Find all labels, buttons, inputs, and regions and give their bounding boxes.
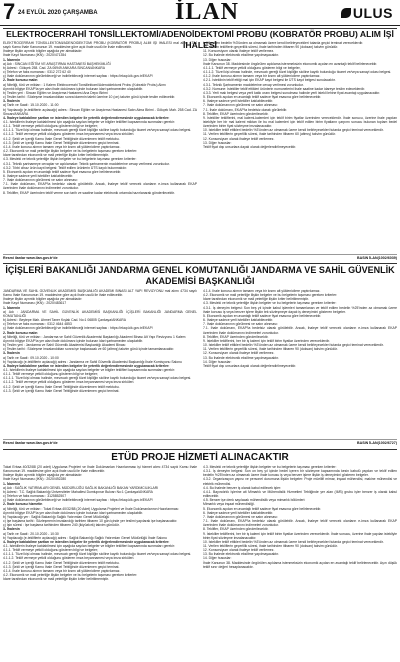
section-title: İLAN xyxy=(175,0,240,25)
notice-paragraph: 8. Teklifler, EKAP üzerinden gönderilecektir. xyxy=(203,111,269,116)
notice-paragraph: a) Niteliği, türü ve miktarı : 1 Kalem Elektrocerrahi Tonsillektomi/Adenoidektomi Probu (Kobratör Probu) Alımı xyxy=(3,82,166,87)
notice-paragraph: b) Yapılacağı (e-tekliflerin açılacağı) adres : Sağlık Bakanlığı Sağlık Yatırımları Genel Müdürlüğü İhale Salonu xyxy=(3,535,167,540)
notice-paragraph: 1- İdarenin xyxy=(3,305,21,310)
notice-paragraph: 4.1.1.1. Teklif vermeye yetkili olduğunu gösteren bilgi ve belgeler, xyxy=(203,65,301,70)
notice-paragraph: Mimarlık veya inşaat mühendisliği. xyxy=(203,502,255,507)
notice-paragraph: 4.1.1.2. Teklif vermeye yetkili olduğunu gösteren imza beyannamesi veya imza sirküleri. xyxy=(3,556,135,561)
notice-paragraph: teklif edilen bedelin %3'ünden az olmamak üzere kendi belirleyecekleri tutarda geçici teminat vereceklerdir. xyxy=(203,41,364,45)
left-column xyxy=(3,41,197,253)
notice-paragraph: ç) İhale dokümanının görülebileceği ve indirilebileceği internet sayfası : https://ekap.kik.gov.tr/EKAP/ xyxy=(3,326,153,331)
notice-paragraph: Tokat Erbaa 40/32/88 (20 adet) Uygulama Projeleri ve İhale Dokümanları Hazırlanması işi hizmet alımı 4734 sayılı Kamu İhale Kanununun 19. maddesine göre açık ihale usulü ile ihale edilecektir. xyxy=(3,465,197,474)
notice-paragraph: 4.2. Ekonomik ve mali yeterliğe ilişkin belgeler ve bu belgelerin taşıması gereken kriterler: xyxy=(3,573,138,578)
footer-website: Resmi ilanlar www.ilan.gov.tr'de xyxy=(3,441,58,445)
notice-paragraph: b) Teslim yeri : Jandarma ve Sahil Güvenlik Akademisi Başkanlığı Akademi Binası xyxy=(3,343,126,348)
notice-paragraph: 5. Ekonomik açıdan en avantajlı teklif sadece fiyat esasına göre belirlenecektir. xyxy=(203,313,322,318)
notice-paragraph: 1- İdarenin xyxy=(3,481,21,486)
notice-paragraph: 12. Konsorsiyum olarak ihaleye teklif verilemez. xyxy=(203,548,275,553)
notice-paragraph: c) Telefon ve faks numarası : 3125852507 xyxy=(3,494,67,499)
notice-paragraph: 4.4.1. Bayındırlık İşlerine ait Mimarlık ve Mühendislik Hizmetleri Tebliğinde yer alan (III/B) grubu işler benzer iş olarak kabul edilecektir. xyxy=(203,489,397,499)
notice-paragraph: Teklif fiyat dışı unsurlara dayalı olarak değerlendirilmeyecektir. xyxy=(203,144,297,149)
masthead xyxy=(0,0,400,26)
notice-paragraph: 4.1.1. Teklif vermeye yetkili olduğunu gösteren bilgi ve belgeler; xyxy=(3,372,98,377)
notice-paragraph: 4.1.3. Şekli ve içeriği Kamu İhale Genel Tebliğinde düzenlenen geçici teminat. xyxy=(3,388,120,393)
notice-body xyxy=(3,465,397,659)
notice-paragraph: 4.3.2. Tıbbi cihaz ürün kayıt belgesi: Teklif edilen ürünlerin ÜTS kaydı bulunmalıdır. xyxy=(3,165,128,170)
notice-footer xyxy=(3,254,397,261)
notice-paragraph: b) Adresi : Beytepe Mah. Ahmet Taner Kışlalı Cad. No:1 06805 Çankaya/ANKARA xyxy=(3,318,127,323)
notice-paragraph: 8. Teklifler, EKAP üzerinden gönderilecektir. xyxy=(203,334,269,339)
notice-paragraph: 7.1. İhale dokümanı, EKAP'ta bedelsiz olarak görülebilir. Ancak, ihaleye teklif verecek olanların e-imza kullanarak EKAP üzerinden ihale dokümanını indirmeleri zorunludur. xyxy=(203,326,397,335)
notice-paragraph: 11. Konsorsiyum olarak ihaleye teklif verilemez. xyxy=(203,49,275,54)
notice-paragraph: 6. İhaleye sadece yerli istekliler katılabilecektir. xyxy=(203,318,274,323)
notice-paragraph: 3- İhalenin xyxy=(3,99,20,104)
notice-paragraph: a) Niteliği, türü ve miktarı : Jandarma ve Sahil Güvenlik Akademisi Başkanlığı Akademi Binası Alt Yapı Revizyonu 1 Kalem xyxy=(3,334,186,339)
notice-body xyxy=(3,41,397,253)
left-column xyxy=(3,289,197,438)
notice-paragraph: İhale Kayıt Numarası (İKN) : 2020/483617 xyxy=(3,301,67,306)
notice-paragraph: 4.3.1. İş deneyim belgesi: Son on beş yıl içinde bedel içeren bir sözleşme kapsamında kesin kabulü yapılan ve teklif edilen bedelin %25'inden az olmamak üzere ihale konusu iş veya benzer işlere ilişkin iş deneyimini gösteren belgeler. xyxy=(203,469,397,478)
notice-paragraph: c) Telefon ve faks numarası : 0312 4644 4853 xyxy=(3,322,72,327)
notice-paragraph: 4.1.4. İhale konusu alımın tamamı veya bir kısmı alt yüklenicilere yaptırılamaz. xyxy=(3,144,121,149)
notice-etud-proje xyxy=(3,449,397,661)
notice-paragraph: 4.1.1. Teklif vermeye yetkili olduğunu gösteren bilgi ve belgeler; xyxy=(3,548,98,553)
notice-title: ETÜD PROJE HİZMETİ ALINACAKTIR xyxy=(111,452,289,463)
notice-paragraph: 4.1. İsteklilerin ihaleye katılabilmesi için aşağıda sayılan belgeler ve bilgiler teklifleri kapsamında sunmaları gerekir: xyxy=(3,543,175,548)
notice-paragraph: 6. İhaleye sadece yerli istekliler katılabilecektir. xyxy=(203,99,274,104)
notice-paragraph: 4.1.1.1. Tüzel kişi olması halinde, mevzuatı gereği tüzel kişiliğin siciline kayıtlı bulunduğu ticaret ve/veya sanayi odası belgesi. xyxy=(3,552,192,557)
notice-paragraph: 4.1.1.1. Tüzel kişi olması halinde, mevzuatı gereği tüzel kişiliğin siciline kayıtlı bulunduğu ticaret ve/veya sanayi odası belgesi. xyxy=(3,376,192,381)
notice-paragraph: 10. Verilen tekliflerin geçerlilik süresi, ihale tarihinden itibaren 90 (doksan) takvim günüdür. xyxy=(203,45,339,50)
notice-paragraph: 11. Verilen tekliflerin geçerlilik süresi, ihale tarihinden itibaren 90 (doksan) takvim günüdür. xyxy=(203,543,338,548)
notice-paragraph: 4.1. İsteklilerin ihaleye katılabilmesi için aşağıda sayılan belgeler ve bilgiler teklifleri kapsamında sunmaları gerekir: xyxy=(3,119,175,124)
page-number: 7 xyxy=(3,0,16,24)
notice-paragraph: 10. İstekliler teklif ettikleri bedelin %3'ünden az olmamak üzere kendi belirleyecekleri tutarda geçici teminat vereceklerdir. xyxy=(203,539,384,544)
notice-paragraph: 10. İstekliler teklif ettikleri bedelin %3'ünden az olmamak üzere kendi belirleyecekleri tutarda geçici teminat vereceklerdir. xyxy=(203,128,384,133)
notice-elektrocerrahi xyxy=(3,28,397,261)
notice-paragraph: 2- İhale konusu malın xyxy=(3,78,38,83)
notice-paragraph: a) Tarih ve Saati : 20.10.2020 - 10:30 xyxy=(3,531,59,536)
notice-paragraph: c) Telefon ve faks numarası : 0312 272 62 40 xyxy=(3,70,71,75)
notice-paragraph: 4.1. İsteklilerin ihaleye katılabilmesi için aşağıda sayılan belgeler ve bilgiler teklifleri kapsamında sunmaları gerekir: xyxy=(3,367,175,372)
newspaper-logo xyxy=(338,3,396,22)
notice-paragraph: Ayrıntılı bilgiye EKAP'ta yer alan ihale dokümanı içinde bulunan idari şartnameden ulaşılabilir. xyxy=(3,338,144,343)
notice-paragraph: 4- İhaleye katılabilme şartları ve istenilen belgeler ile yeterlik değerlendirmesinde uygulanacak kriterler: xyxy=(3,363,170,368)
notice-paragraph: a) Adı : SİNCAN EĞİTİM VE ARAŞTIRMA HASTANESİ BAŞHEKİMLİĞİ xyxy=(3,61,111,66)
notice-paragraph: 4.2.1. İsteklinin teklif ettiği mal için EKAP kayıt belgesi ile ÜTS kayıt belgesi sunulacaktır. xyxy=(203,78,336,83)
notice-paragraph: 4.1.3. Şekli ve içeriği Kamu İhale Genel Tebliğinde düzenlenen geçici teminat. xyxy=(3,564,120,569)
notice-paragraph: 8. Teklifler, EKAP üzerinden gönderilecektir. xyxy=(203,527,269,532)
notice-paragraph: b) Yapılacağı yer : Sağlık Bakanlığı Sağlık Yatırımları Genel Müdürlüğü xyxy=(3,514,110,519)
notice-paragraph: 4.3. Mesleki ve teknik yeterliğe ilişkin belgeler ve bu belgelerin taşıması gereken kriterler: xyxy=(203,465,337,469)
notice-paragraph: Teklif fiyat dışı unsurlara dayalı olarak değerlendirilmeyecektir. xyxy=(203,363,297,368)
notice-paragraph: 4.3.2. Organizasyon yapısı ve personel durumuna ilişkin belgeler: Proje müellifi mimar, inşaat mühendisi, makine mühendisi ve elektrik mühendisi. xyxy=(203,477,397,486)
notice-paragraph: 4.1.4. İhale konusu alımın tamamı veya bir kısmı alt yüklenicilere yaptırılamaz. xyxy=(203,289,321,293)
notice-paragraph: 4.1.3. Şekli ve içeriği Kamu İhale Genel Tebliğinde düzenlenen geçici teminat. xyxy=(3,140,120,145)
notice-jandarma xyxy=(3,263,397,447)
notice-paragraph: 4- İhaleye katılabilme şartları ve istenilen belgeler ile yeterlik değerlendirmesinde uygulanacak kriterler: xyxy=(3,115,170,120)
notice-paragraph: 4.1.1. Teklif vermeye yetkili olduğunu gösteren bilgi ve belgeler; xyxy=(3,124,98,129)
notice-paragraph: 7. İhale dokümanının görülmesi ve satın alınması: xyxy=(203,514,278,519)
notice-paragraph: İhaleye ilişkin ayrıntılı bilgiler aşağıda yer almaktadır: xyxy=(3,49,83,54)
notice-paragraph: 11. Verilen tekliflerin geçerlilik süresi, ihale tarihinden itibaren 90 (doksan) takvim günüdür. xyxy=(203,347,338,352)
logo-text: ULUS xyxy=(352,4,393,21)
notice-paragraph: c) Teslim tarihi : Sözleşme imzalandıktan sonra idarenin talebi üzerine 10 (on) takvim günü içinde teslim edilecektir. xyxy=(3,95,176,100)
notice-paragraph: 3- İhalenin xyxy=(3,527,20,532)
notice-paragraph: 5. Ekonomik açıdan en avantajlı teklif sadece fiyat esasına göre belirlenecektir. xyxy=(3,169,122,174)
notice-paragraph: 4.3.2. Numune: İstekliler teklif ettikleri ürünlerin numunelerini ihale saatine kadar idareye teslim edeceklerdir. xyxy=(203,86,366,91)
notice-paragraph: 4.5. Benzer işe denk sayılacak mühendislik veya mimarlık bölümleri: xyxy=(203,498,306,503)
notice-paragraph: a) Adı : JANDARMA VE SAHİL GÜVENLİK AKADEMİSİ BAŞKANLIĞI İÇİŞLERİ BAKANLIĞI JANDARMA GENEL KOMUTANLIĞI xyxy=(3,309,197,318)
notice-paragraph: c) Teslim tarihi : Sözleşme imzalandıktan sonra işe başlanacak ve 60 (altmış) takvim günü içinde tamamlanacaktır. xyxy=(3,347,175,352)
notice-paragraph: İdare tarafından ekonomik ve mali yeterliğe ilişkin kriter belirtilmemiştir. xyxy=(203,297,309,302)
notice-paragraph: 12. Konsorsiyum olarak ihaleye teklif verilemez. xyxy=(203,136,275,141)
notice-paragraph: ç) İşin süresi : İşe başlama tarihinden itibaren 240 (ikiyüzkırk) takvim günüdür. xyxy=(3,523,120,528)
notice-paragraph: 10. İstekliler teklif ettikleri bedelin %3'ünden az olmamak üzere kendi belirleyecekleri tutarda geçici teminat vereceklerdir. xyxy=(203,343,384,348)
notice-paragraph: a) Tarih ve Saati : 15.10.2020 - 11:00 xyxy=(3,103,59,108)
notice-paragraph: 2- İhale konusu malın xyxy=(3,330,38,335)
notice-paragraph: 7.1. İhale dokümanı, EKAP'ta bedelsiz olarak görülebilir. xyxy=(203,107,288,112)
notice-paragraph: 4.1.1.1. Tüzel kişi olması halinde, mevzuatı gereği tüzel kişiliğin siciline kayıtlı bulunduğu ticaret ve/veya sanayi odası belgesi. xyxy=(3,128,192,133)
notice-paragraph: 13. Diğer hususlar: xyxy=(203,140,232,145)
notice-paragraph: a) Niteliği, türü ve miktarı : Tokat Erbaa 40/32/88 (20 Adet) Uygulama Projeleri ve İhale Dokümanlarının Hazırlanması xyxy=(3,506,179,511)
right-column xyxy=(203,465,397,659)
footer-website: Resmi ilanlar www.ilan.gov.tr'de xyxy=(3,256,58,260)
notice-paragraph: 4.1.2. Şekli ve içeriği Kamu İhale Genel Tebliğinde düzenlenen teklif mektubu. xyxy=(3,560,120,565)
footer-ad-code: BASIN İLAN(1002/6727) xyxy=(357,441,397,445)
notice-paragraph: 2- İhale konusu hizmetin xyxy=(3,502,43,507)
notice-paragraph: İdare tarafından ekonomik ve mali yeterliğe ilişkin kriter belirtilmemiştir. xyxy=(3,577,109,582)
notice-paragraph: 11. Verilen tekliflerin geçerlilik süresi, ihale tarihinden itibaren 60 (altmış) takvim günüdür. xyxy=(203,132,336,137)
notice-paragraph: 4.3.1. Teknik şartnameye cevaplar ve açıklamalar: Teknik şartnamenin maddelerine cevap verilmesi zorunludur. xyxy=(3,161,170,166)
notice-paragraph: 13. Bu ihalede elektronik eksiltme yapılmayacaktır. xyxy=(203,355,279,360)
notice-paragraph: a) Adı : SAĞLIK YATIRIMLARI GENEL MÜDÜRLÜĞÜ SAĞLIK BAKANLIĞI BAKAN YARDIMCILIKLARI xyxy=(3,485,159,490)
notice-paragraph: 1- İdarenin xyxy=(3,57,21,62)
right-column xyxy=(203,289,397,438)
notice-paragraph: b) Adresi : T.C. Sağlık Bakanlığı Üniversiteler Mahallesi Dumlupınar Bulvarı No:1 Çankaya/ANKARA xyxy=(3,489,153,494)
notice-paragraph: 13. Diğer hususlar: xyxy=(203,57,232,62)
notice-paragraph: 14. Diğer hususlar: xyxy=(203,359,232,364)
notice-paragraph: 7. İhale dokümanının görülmesi ve satın alınması: xyxy=(3,178,78,183)
notice-paragraph: 5. Ekonomik açıdan en avantajlı teklif sadece fiyat esasına göre belirlenecektir. xyxy=(203,506,322,511)
notice-paragraph: İhale Kanunun 38. Maddesinde öngörülen açıklama istenmeksizin ekonomik açıdan en avantajlı teklif belirlenecektir. xyxy=(203,61,378,66)
notice-paragraph: İhale Kanunun 38. Maddesinde öngörülen açıklama istenmeksizin ekonomik açıdan en avantajlı teklif belirlenecektir. Aşırı düşük teklif sınır değeri hesaplanacaktır. xyxy=(203,560,397,569)
notice-paragraph: 4.3. Mesleki ve teknik yeterliğe ilişkin belgeler ve bu belgelerin taşıması gereken kriterler: xyxy=(3,157,137,162)
notice-paragraph: b) Adresi : Gökçek 258. Cad. ZA 06949 ANKARA SİNCAN/ANKARA xyxy=(3,65,105,70)
right-column xyxy=(203,41,397,253)
footer-ad-code: BASIN İLAN(1002/6039) xyxy=(357,256,397,260)
notice-paragraph: 4- İhaleye katılabilme şartları ve istenilen belgeler ile yeterlik değerlendirmesinde uygulanacak kriterler: xyxy=(3,539,170,544)
notice-paragraph: 4.2. Ekonomik ve mali yeterliğe ilişkin belgeler ve bu belgelerin taşıması gereken kriterler: xyxy=(3,149,138,154)
notice-paragraph: 4.1.2. İhale konusu alımın tamamı veya bir kısmı alt yüklenicilere yaptırılamaz. xyxy=(203,74,321,79)
notice-paragraph: 7. İhale dokümanının görülmesi ve satın alınması: xyxy=(203,103,278,108)
notice-paragraph: 4.1.2. Şekli ve içeriği Kamu İhale Genel Tebliğinde düzenlenen teklif mektubu. xyxy=(3,384,120,389)
notice-paragraph: İdare tarafından ekonomik ve mali yeterliğe ilişkin kriter belirtilmemiştir. xyxy=(3,153,109,158)
notice-paragraph: 13. Bu ihalede elektronik eksiltme yapılmayacaktır. xyxy=(203,552,279,557)
notice-paragraph: 14. Diğer hususlar: xyxy=(203,556,232,561)
notice-paragraph: b) Yapılacağı (e-tekliflerin açılacağı) adres : Jandarma ve Sahil Güvenlik Akademisi Başkanlığı İhale Komisyonu Salonu xyxy=(3,359,182,364)
notice-paragraph: 4.1.1.2. Teklif vermeye yetkili olduğunu gösteren imza beyannamesi veya imza sirküleri. xyxy=(3,132,135,137)
notice-paragraph: 12. Bu ihalede elektronik eksiltme yapılmayacaktır. xyxy=(203,53,279,58)
notice-paragraph: 3- İhalenin xyxy=(3,351,20,356)
notice-paragraph: 9. İstekliler tekliflerini, her bir iş kalemi için teklif birim fiyatlar üzerinden vereceklerdir. İhale sonucu, üzerine ihale yapılan istekliyle birim fiyat sözleşme imzalanacaktır. xyxy=(203,531,397,540)
notice-paragraph: İhaleye ilişkin ayrıntılı bilgiler aşağıda yer almaktadır: xyxy=(3,297,83,302)
left-column xyxy=(3,465,197,659)
ulus-logo-icon xyxy=(341,8,351,18)
notice-paragraph: 4.3. Mesleki ve teknik yeterliğe ilişkin belgeler ve bu belgelerin taşıması gereken kriterler: xyxy=(203,301,337,306)
notice-footer xyxy=(3,439,397,446)
notice-paragraph: b) Teslim yeri : Sincan Eğitim ve Araştırma Hastanesi Ana Depo Birimi xyxy=(3,90,108,95)
notice-paragraph: a) Tarih ve Saati : 09.10.2020 - 10:00 xyxy=(3,355,59,360)
notice-paragraph: 6. İhaleye sadece yerli istekliler katılabilecektir. xyxy=(203,510,274,515)
notice-title: İÇİŞLERİ BAKANLIĞI JANDARMA GENEL KOMUTANLIĞI JANDARMA VE SAHİL GÜVENLİK AKADEMİSİ BAŞKANLIĞI xyxy=(5,265,395,286)
notice-paragraph: 4.1.4. İhale konusu alımın tamamı veya bir kısmı alt yüklenicilere yaptırılamaz. xyxy=(3,568,121,573)
notice-paragraph: 6. İhaleye sadece yerli istekliler katılabilecektir. xyxy=(3,174,74,178)
notice-paragraph: 4.3.3. Yerli malı belgesi veya yerli katkı oranı belgesi sunulması halinde yerli istekli lehine fiyat avantajı uygulanacaktır. xyxy=(203,90,381,95)
notice-paragraph: İhaleye ilişkin ayrıntılı bilgiler aşağıda yer almaktadır: xyxy=(3,473,83,478)
notice-paragraph: 9. İstekliler tekliflerini, her bir iş kalemi için teklif birim fiyatlar üzerinden vereceklerdir. xyxy=(203,338,331,343)
notice-paragraph: ELEKTROCERRAHİ TONSİLLEKTOMİ/ADENOİDEKTOMİ PROBU (KOBRATÖR PROBU) ALIM İŞİ İHALESİ mal alımı 4734 sayılı Kamu İhale Kanununun 19. maddesine göre açık ihale usulü ile ihale edilecektir. xyxy=(3,41,197,50)
notice-paragraph: 4.1.2. Şekli ve içeriği Kamu İhale Genel Tebliğinde düzenlenen teklif mektubu. xyxy=(3,136,120,141)
notice-paragraph: 5. Ekonomik açıdan en avantajlı teklif sadece fiyat esasına göre belirlenecektir. xyxy=(203,95,322,100)
notice-body xyxy=(3,289,397,438)
notice-paragraph: 9. İstekliler tekliflerini, mal kalemi-kalemleri için teklif birim fiyatlar üzerinden vereceklerdir. İhale sonucu, üzerine ihale yapılan istekliyle her bir mal kalemi miktarı ile bu mal kalemleri için teklif edilen birim fiyatların çarpımı sonucu bulunan toplam bedel üzerinden birim fiyat sözleşme imzalanacaktır. xyxy=(203,115,397,129)
notice-paragraph: JANDARMA VE SAHİL GÜVENLİK AKADEMİSİ BAŞKANLIĞI AKADEMİ BİNASI ALT YAPI REVİZYONU mal alımı 4734 sayılı Kamu İhale Kanununun 19. maddesine göre açık ihale usulü ile ihale edilecektir. xyxy=(3,289,197,298)
notice-paragraph: İhale Kayıt Numarası (İKN) : 2020/492280 xyxy=(3,477,67,482)
notice-paragraph: 4.1.1.2. Teklif vermeye yetkili olduğunu gösteren imza beyannamesi veya imza sirküleri. xyxy=(3,380,135,385)
notice-paragraph: 4.4. Bu ihalede benzer iş olarak kabul edilecek işler: xyxy=(203,485,282,490)
notice-paragraph: 4.3.1. İş deneyim belgesi: Son beş yıl içinde kabul işlemleri tamamlanan ve teklif edilen bedelin %25'inden az olmamak üzere ihale konusu iş veya benzer işlere ilişkin tek sözleşmeye dayalı iş deneyimini gösteren belgeler. xyxy=(203,305,397,314)
notice-paragraph: Ayrıntılı bilgiye EKAP'ta yer alan ihale dokümanı içinde bulunan idari şartnameden ulaşılabilir. xyxy=(3,510,144,515)
notice-paragraph: b) Yapılacağı (e-tekliflerin açılacağı) adres : Sincan Eğitim ve Araştırma Hastanesi Satın Alma Birimi - Gökçek Mah. 258 Cad. ZA Sincan/ANKARA xyxy=(3,107,197,116)
notice-paragraph: ç) İhale dokümanının görülebileceği ve indirilebileceği internet sayfası : https://ekap.kik.gov.tr/EKAP/ xyxy=(3,74,153,79)
notice-paragraph: 12. Konsorsiyum olarak ihaleye teklif verilemez. xyxy=(203,351,275,356)
notice-title: ELEKTROCERRAHİ TONSİLLEKTOMİ/ADENOİDEKTOMİ PROBU (KOBRATÖR PROBU) ALIM İŞİ İHALESİ xyxy=(6,29,394,50)
notice-paragraph: 4.2. Ekonomik ve mali yeterliğe ilişkin belgeler ve bu belgelerin taşıması gereken kriterler: xyxy=(203,293,338,298)
issue-date: 24 EYLÜL 2020 ÇARŞAMBA xyxy=(18,10,98,16)
notice-paragraph: 4.3.1. Teknik Şartnamenin maddelerine cevap verilmesi zorunludur. xyxy=(203,82,304,87)
notice-paragraph: 7.1. İhale dokümanı, EKAP'ta bedelsiz olarak görülebilir. Ancak, ihaleye teklif verecek olanların e-imza kullanarak EKAP üzerinden ihale dokümanını indirmeleri zorunludur. xyxy=(203,519,397,528)
notice-paragraph: ç) İhale dokümanının görülebileceği ve indirilebileceği internet sayfası : https://ekap.kik.gov.tr/EKAP/ xyxy=(3,498,153,503)
notice-paragraph: 4.1.1.2. Tüzel kişi olması halinde, mevzuatı gereği tüzel kişiliğin siciline kayıtlı bulunduğu ticaret ve/veya sanayi odası belgesi. xyxy=(203,70,392,75)
notice-paragraph: Ayrıntılı bilgiye EKAP'ta yer alan ihale dokümanı içinde bulunan idari şartnameden ulaşılabilir. xyxy=(3,86,144,91)
notice-paragraph: c) İşe başlama tarihi : Sözleşmenin imzalandığı tarihten itibaren 10 gün içinde yer teslimi yapılarak işe başlanacaktır. xyxy=(3,519,178,524)
notice-paragraph: 7. İhale dokümanının görülmesi ve satın alınması: xyxy=(203,322,278,327)
notice-paragraph: İhale Kayıt Numarası (İKN) : 2020/471354 xyxy=(3,53,67,58)
notice-paragraph: 8. Teklifler, EKAP üzerinden teklif verme son tarih ve saatine kadar elektronik ortamda hazırlanarak gönderilecektir. xyxy=(3,190,175,195)
notice-paragraph: 7.1. İhale dokümanı, EKAP'ta bedelsiz olarak görülebilir. Ancak, ihaleye teklif verecek olanların e-imza kullanarak EKAP üzerinden ihale dokümanını indirmeleri zorunludur. xyxy=(3,182,197,191)
